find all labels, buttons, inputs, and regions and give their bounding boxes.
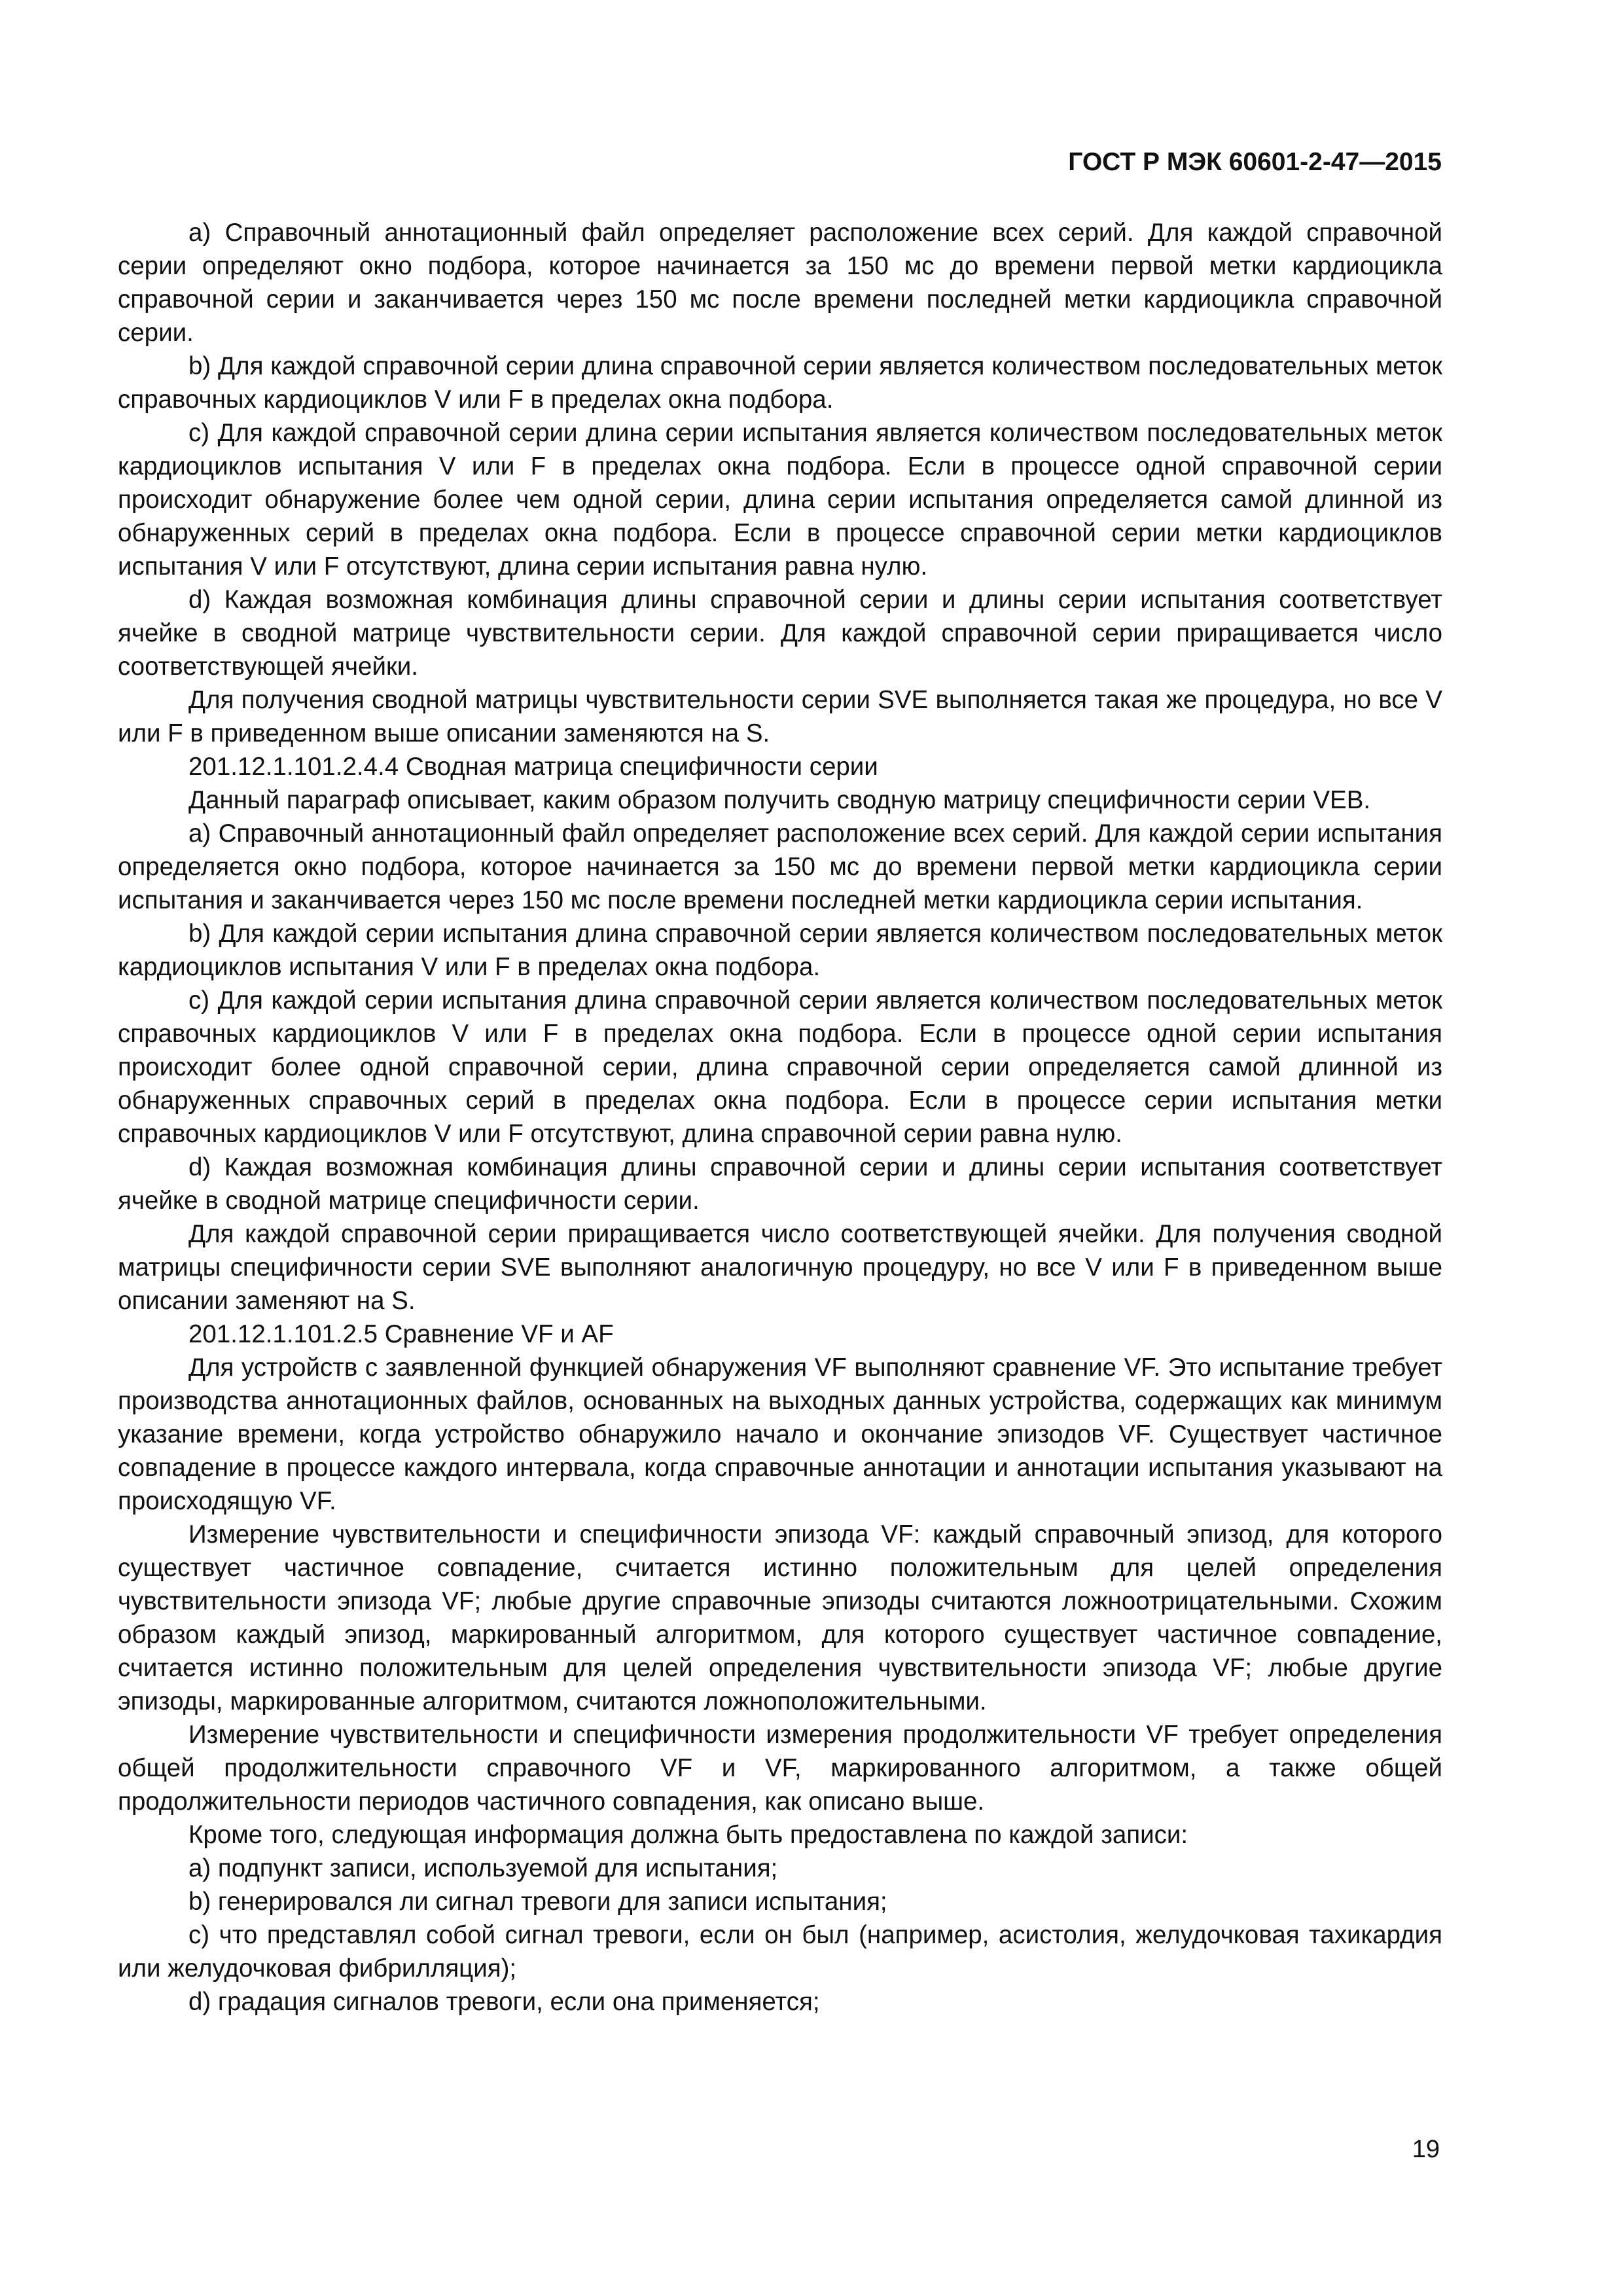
paragraph-run-d: d) Каждая возможная комбинация длины справочной серии и длины серии испытания соответствует ячейке в сводной матрице чувствительности серии. Для каждой справочной серии приращивается число соответствующей ячейки. (118, 586, 1442, 681)
list-item-d: d) градация сигналов тревоги, если она применяется; (188, 1988, 820, 2016)
paragraph-record-info-intro: Кроме того, следующая информация должна быть предоставлена по каждой записи: (188, 1821, 1188, 1849)
paragraph-run-a: а) Справочный аннотационный файл определяет расположение всех серий. Для каждой справочной серии определяют окно подбора, которое начинается за 150 мс до времени первой метки кардиоцикла справочной серии и заканчивается через 150 мс после времени последней метки кардиоцикла справочной серии. (118, 219, 1442, 347)
document-header: ГОСТ Р МЭК 60601-2-47—2015 (1068, 148, 1442, 176)
paragraph-vf-duration-measure: Измерение чувствительности и специфичности измерения продолжительности VF требует определения общей продолжительности справочного VF и VF, маркированного алгоритмом, а также общей продолжительности периодов частичного совпадения, как описано выше. (118, 1721, 1442, 1816)
paragraph-vf-comparison: Для устройств с заявленной функцией обнаружения VF выполняют сравнение VF. Это испытание требует производства аннотационных файлов, основанных на выходных данных устройства, содержащих как минимум указание времени, когда устройство обнаружило начало и окончание эпизодов VF. Существует частичное совпадение в процессе каждого интервала, когда справочные аннотации и аннотации испытания указывают на происходящую VF. (118, 1354, 1442, 1515)
page-number: 19 (1412, 2136, 1440, 2163)
paragraph-spec-a: а) Справочный аннотационный файл определяет расположение всех серий. Для каждой серии испытания определяется окно подбора, которое начинается за 150 мс до времени первой метки кардиоцикла серии испытания и заканчивается через 150 мс после времени последней метки кардиоцикла серии испытания. (118, 819, 1442, 914)
paragraph-spec-b: b) Для каждой серии испытания длина справочной серии является количеством последовательных меток кардиоциклов испытания V или F в пределах окна подбора. (118, 920, 1442, 981)
list-item-b: b) генерировался ли сигнал тревоги для записи испытания; (188, 1888, 887, 1916)
list-item-a: а) подпункт записи, используемой для испытания; (188, 1854, 778, 1882)
paragraph-spec-d: d) Каждая возможная комбинация длины справочной серии и длины серии испытания соответствует ячейке в сводной матрице специфичности серии. (118, 1153, 1442, 1215)
paragraph-run-b: b) Для каждой справочной серии длина справочной серии является количеством последовательных меток справочных кардиоциклов V или F в пределах окна подбора. (118, 352, 1442, 414)
section-heading-vf-af: 201.12.1.101.2.5 Сравнение VF и AF (188, 1320, 614, 1348)
paragraph-specificity-intro: Данный параграф описывает, каким образом получить сводную матрицу специфичности серии VEB. (188, 786, 1371, 814)
body-text (118, 216, 1442, 2018)
paragraph-run-c: c) Для каждой справочной серии длина серии испытания является количеством последовательных меток кардиоциклов испытания V или F в пределах окна подбора. Если в процессе одной справочной серии происходит обнаружение более чем одной серии, длина серии испытания определяется самой длинной из обнаруженных серий в пределах окна подбора. Если в процессе справочной серии метки кардиоциклов испытания V или F отсутствуют, длина серии испытания равна нулю. (118, 419, 1442, 581)
list-item-c: c) что представлял собой сигнал тревоги, если он был (например, асистолия, желудочковая тахикардия или желудочковая фибрилляция); (118, 1921, 1442, 1982)
paragraph-sve-specificity: Для каждой справочной серии приращивается число соответствующей ячейки. Для получения сводной матрицы специфичности серии SVE выполняют аналогичную процедуру, но все V или F в приведенном выше описании заменяют на S. (118, 1220, 1442, 1315)
paragraph-spec-c: c) Для каждой серии испытания длина справочной серии является количеством последовательных меток справочных кардиоциклов V или F в пределах окна подбора. Если в процессе одной серии испытания происходит более одной справочной серии, длина справочной серии определяется самой длинной из обнаруженных справочных серий в пределах окна подбора. Если в процессе серии испытания метки справочных кардиоциклов V или F отсутствуют, длина справочной серии равна нулю. (118, 986, 1442, 1148)
paragraph-vf-episode-measure: Измерение чувствительности и специфичности эпизода VF: каждый справочный эпизод, для которого существует частичное совпадение, считается истинно положительным для целей определения чувствительности эпизода VF; любые другие справочные эпизоды считаются ложноотрицательными. Схожим образом каждый эпизод, маркированный алгоритмом, для которого существует частичное совпадение, считается истинно положительным для целей определения чувствительности эпизода VF; любые другие эпизоды, маркированные алгоритмом, считаются ложноположительными. (118, 1520, 1442, 1715)
section-heading-specificity-matrix: 201.12.1.101.2.4.4 Сводная матрица специфичности серии (188, 753, 878, 781)
paragraph-sve-sensitivity: Для получения сводной матрицы чувствительности серии SVE выполняется такая же процедура, но все V или F в приведенном выше описании заменяются на S. (118, 686, 1442, 747)
